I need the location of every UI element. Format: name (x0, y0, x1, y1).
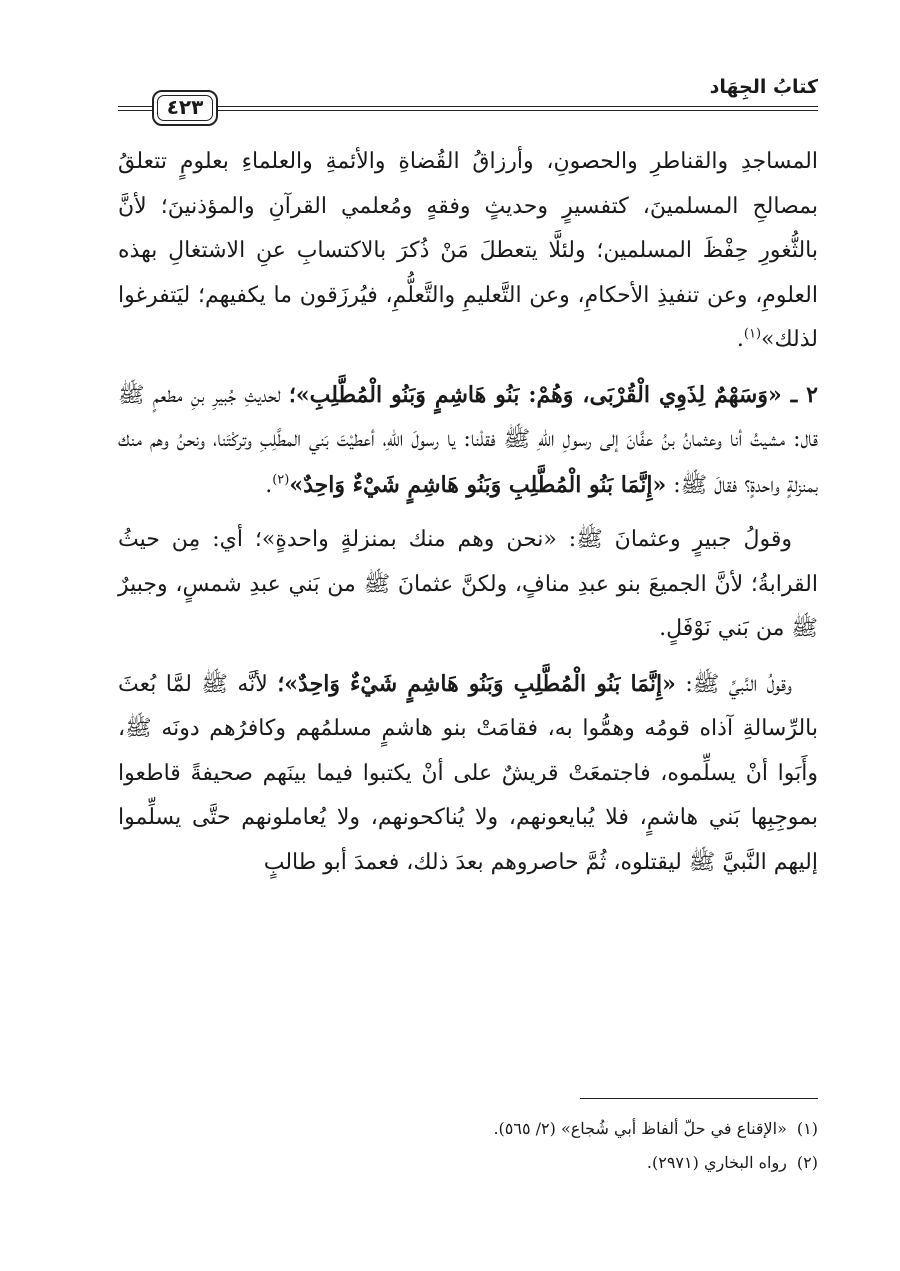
paragraph-p2 (118, 373, 818, 509)
header-rule (218, 106, 818, 107)
text-segment: وقولُ النَّبيِّ ﷺ: (675, 671, 792, 697)
footnote-text: رواه البخاري (٢٩٧١). (646, 1153, 787, 1172)
header-left-rule (118, 106, 152, 107)
page-header (100, 70, 818, 130)
paragraph-p1 (118, 140, 818, 363)
bold-text: «إِنَّمَا بَنُو الْمُطَّلِبِ وَبَنُو هَاشِمٍ شَيْءٌ وَاحِدٌ»؛ (277, 670, 676, 697)
footnote-line (118, 1112, 818, 1146)
footnote-marker: (٢) (272, 472, 290, 488)
text-segment: لحديثِ جُبيرِ بنِ مطعمٍ ﷺ قال: مشيتُ أنا وعثمانُ بنُ عفَّانَ إلى رسولِ اللهِ ﷺ فقلْنا: يا رسولَ اللهِ، أعطيْتَ بَني المطَّلِبِ وتركْتَنا، ونحنُ وهم منك بمنزلةٍ واحدةٍ؟ فقالَ ﷺ: (118, 382, 818, 498)
header-left-rule-double (118, 110, 152, 111)
page-number: ٤٢٣ (166, 95, 204, 119)
paragraph-p3 (118, 518, 818, 652)
paragraph-p4 (118, 662, 818, 886)
footnote-number: (٢) (796, 1153, 818, 1172)
footnote-marker: (١) (743, 326, 762, 342)
header-rule-double (218, 110, 818, 111)
main-text (118, 140, 818, 885)
footnote-line (118, 1146, 818, 1180)
footnote-separator (580, 1098, 818, 1099)
text-segment: لأنَّه ﷺ لمَّا بُعثَ بالرِّسالةِ آذاه قومُه وهمُّوا به، فقامَتْ بنو هاشمٍ مسلمُهم وكافرُهم دونَه ﷺ، وأَبَوا أنْ يسلِّموه، فاجتمعَتْ قريشٌ على أنْ يكتبوا فيما بينَهم صحيفةً قاطعوا بموجِبِها بَني هاشمٍ، فلا يُبايعونهم، ولا يُناكحونهم، ولا يُعاملونهم حتَّى يسلِّموا إليهم النَّبيَّ ﷺ ليقتلوه، ثُمَّ حاصروهم بعدَ ذلك، فعمدَ أبو طالبٍ (118, 671, 818, 875)
page-number-frame (152, 90, 218, 126)
text-segment: المساجدِ والقناطرِ والحصونِ، وأرزاقُ القُضاةِ والأئمةِ والعلماءِ بعلومٍ تتعلقُ بمصالحِ المسلمينَ، كتفسيرٍ وحديثٍ وفقهٍ ومُعلمي القرآنِ والمؤذنينَ؛ لأنَّ بالثُّغورِ حِفْظَ المسلمين؛ ولئلَّا يتعطلَ مَنْ ذُكرَ بالاكتسابِ عنِ الاشتغالِ بهذه العلومِ، وعن تنفيذِ الأحكامِ، وعن التَّعليمِ والتَّعلُّمِ، فيُرزَقون ما يكفيهم؛ ليَتفرغوا لذلك» (118, 149, 818, 352)
footnote-text: «الإقناع في حلّ ألفاظ أبي شُجاع» (٢/ ٥٦٥). (493, 1119, 787, 1138)
footnote-number: (١) (796, 1119, 818, 1138)
bold-text: ٢ ـ «وَسَهْمٌ لِذَوِي الْقُرْبَى، وَهُمْ: بَنُو هَاشِمٍ وَبَنُو الْمُطَّلِبِ»؛ (288, 381, 818, 408)
bold-text: «إِنَّمَا بَنُو الْمُطَّلِبِ وَبَنُو هَاشِمٍ شَيْءٌ وَاحِدٌ» (289, 471, 667, 498)
text-segment: . (265, 472, 273, 498)
text-segment: . (736, 327, 744, 352)
running-title: كتابُ الجِهَاد (709, 76, 818, 98)
text-segment: وقولُ جبيرٍ وعثمانَ ﷺ: «نحن وهم منك بمنزلةٍ واحدةٍ»؛ أي: مِن حيثُ القرابةُ؛ لأنَّ الجميعَ بنو عبدِ منافٍ، ولكنَّ عثمانَ ﷺ من بَني عبدِ شمسٍ، وجبيرٌ ﷺ من بَني نَوْفَلٍ. (118, 527, 818, 641)
footnotes (118, 1112, 818, 1180)
